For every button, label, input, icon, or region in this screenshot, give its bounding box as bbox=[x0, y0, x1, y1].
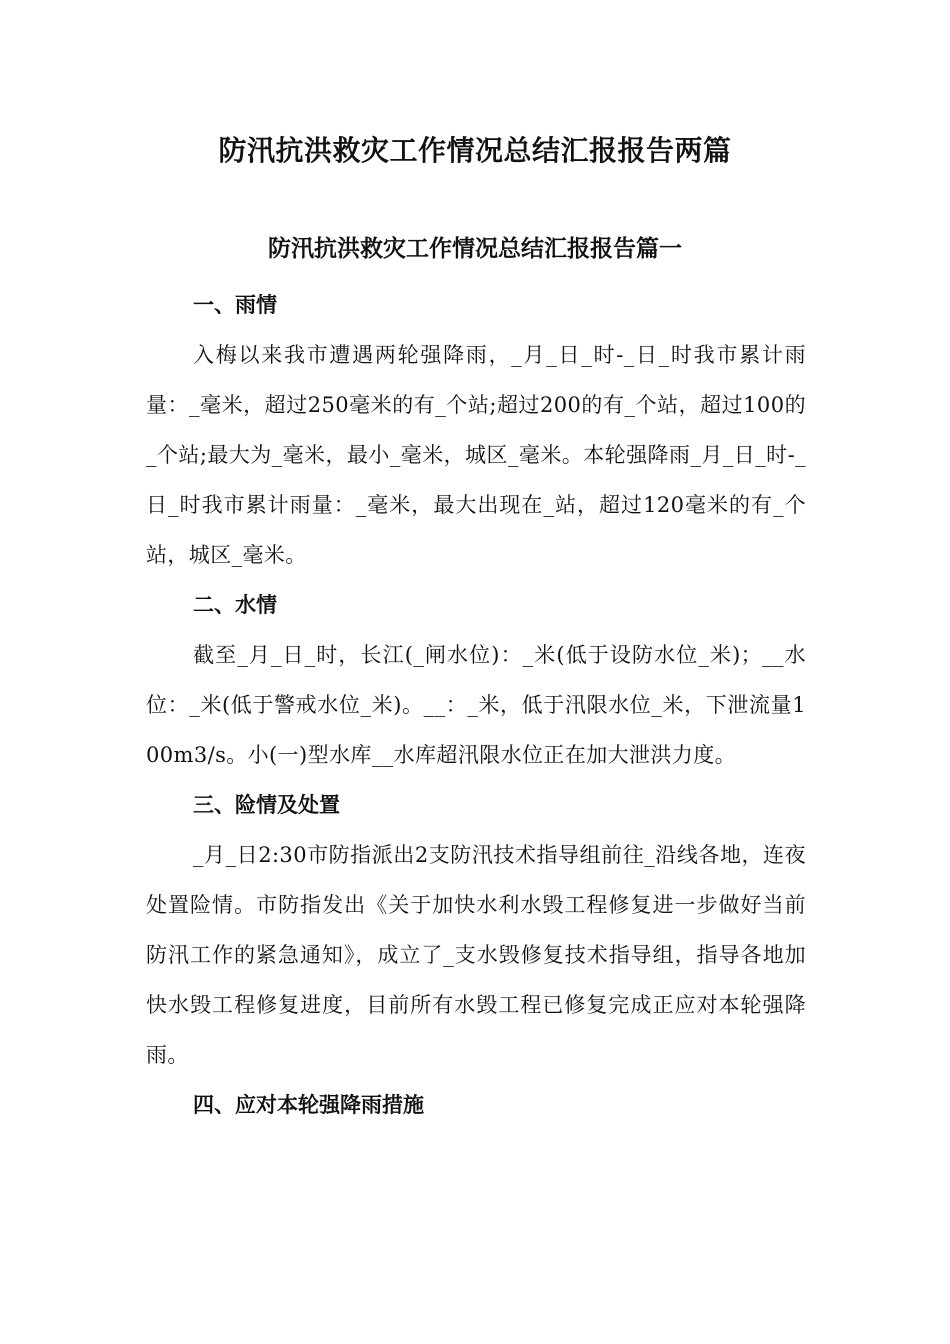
section-heading-measures: 四、应对本轮强降雨措施 bbox=[193, 1093, 424, 1117]
document-body bbox=[146, 280, 806, 1130]
section-paragraph-rain: 入梅以来我市遭遇两轮强降雨，_月_日_时-_日_时我市累计雨量：_毫米，超过250毫米的有_个站;超过200的有_个站，超过100的_个站;最大为_毫米，最小_毫米，城区_毫米。本轮强降雨_月_日_时-_日_时我市累计雨量：_毫米，最大出现在_站，超过120毫米的有_个站，城区_毫米。 bbox=[146, 343, 806, 567]
section-paragraph-hazard: _月_日2:30市防指派出2支防汛技术指导组前往_沿线各地，连夜处置险情。市防指发出《关于加快水利水毁工程修复进一步做好当前防汛工作的紧急通知》，成立了_支水毁修复技术指导组，指导各地加快水毁工程修复进度，目前所有水毁工程已修复完成正应对本轮强降雨。 bbox=[146, 843, 806, 1067]
section-heading-water: 二、水情 bbox=[193, 593, 277, 617]
section-heading-hazard: 三、险情及处置 bbox=[193, 793, 340, 817]
document-subtitle: 防汛抗洪救灾工作情况总结汇报报告篇一 bbox=[268, 236, 682, 262]
document-title: 防汛抗洪救灾工作情况总结汇报报告两篇 bbox=[218, 134, 732, 167]
section-paragraph-water: 截至_月_日_时，长江(_闸水位)：_米(低于设防水位_米)；__水位：_米(低于警戒水位_米)。__：_米，低于汛限水位_米，下泄流量100m3/s。小(一)型水库__水库超汛限水位正在加大泄洪力度。 bbox=[146, 643, 806, 767]
section-heading-rain: 一、雨情 bbox=[193, 293, 277, 317]
